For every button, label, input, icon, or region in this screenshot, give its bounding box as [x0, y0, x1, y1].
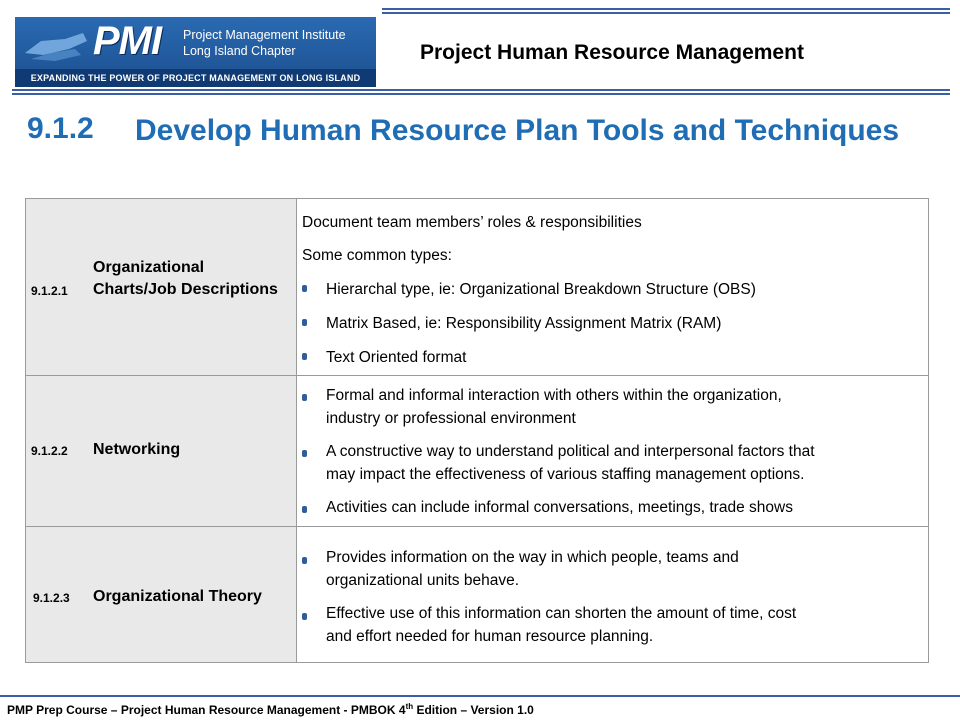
bullet-text: Effective use of this information can shorten the amount of time, cost: [326, 605, 797, 622]
logo-tagline: EXPANDING THE POWER OF PROJECT MANAGEMENT ON LONG ISLAND: [15, 69, 376, 87]
table-row: [25, 198, 929, 376]
bullet-icon: [302, 353, 307, 360]
bullet-text: and effort needed for human resource planning.: [326, 628, 654, 645]
title-rule-top: [12, 89, 950, 91]
bullet-text: Formal and informal interaction with others within the organization,: [326, 387, 782, 404]
bullet-text: Matrix Based, ie: Responsibility Assignment Matrix (RAM): [326, 315, 722, 332]
header-title: Project Human Resource Management: [420, 41, 804, 64]
bullet-icon: [302, 613, 307, 620]
table-row: [25, 375, 929, 527]
bullet-icon: [302, 450, 307, 457]
table-row: [25, 526, 929, 663]
row-content-cell: [297, 527, 928, 662]
header-rule-bottom: [382, 12, 950, 14]
footer-text-end: Edition – Version 1.0: [413, 703, 534, 717]
row-number: 9.1.2.3: [33, 591, 70, 605]
row-name: Networking: [93, 441, 181, 458]
slide-section-number: 9.1.2: [27, 112, 94, 145]
pmi-logo: [15, 17, 376, 87]
row-number: 9.1.2.2: [31, 444, 68, 458]
bullet-icon: [302, 394, 307, 401]
footer-rule: [0, 695, 960, 697]
header-rule-top: [382, 8, 950, 10]
row-name: Organizational Theory: [93, 588, 262, 605]
row-intro-text: Some common types:: [302, 247, 452, 264]
bullet-icon: [302, 319, 307, 326]
footer-text: [7, 702, 534, 717]
bullet-text: Hierarchal type, ie: Organizational Breakdown Structure (OBS): [326, 281, 756, 298]
title-rule-bottom: [12, 93, 950, 95]
logo-org-name: Project Management Institute: [183, 28, 346, 42]
bullet-text: A constructive way to understand political and interpersonal factors that: [326, 443, 815, 460]
bullet-text: may impact the effectiveness of various staffing management options.: [326, 466, 805, 483]
bullet-text: Provides information on the way in which people, teams and: [326, 549, 739, 566]
logo-chapter-name: Long Island Chapter: [183, 44, 296, 58]
long-island-map-icon: [21, 19, 91, 65]
bullet-text: Text Oriented format: [326, 349, 467, 366]
pmi-logo-mark: PMI: [93, 19, 162, 63]
bullet-icon: [302, 557, 307, 564]
row-label-cell: [26, 376, 297, 526]
row-number: 9.1.2.1: [31, 284, 68, 298]
slide-title: Develop Human Resource Plan Tools and Techniques: [135, 114, 900, 147]
bullet-icon: [302, 506, 307, 513]
row-label-cell: [26, 199, 297, 375]
row-content-cell: [297, 376, 928, 526]
footer-superscript: th: [405, 702, 414, 711]
bullet-text: Activities can include informal conversations, meetings, trade shows: [326, 499, 793, 516]
bullet-text: industry or professional environment: [326, 410, 576, 427]
footer-text-main: PMP Prep Course – Project Human Resource Management - PMBOK 4: [7, 703, 406, 717]
row-intro-text: Document team members’ roles & responsibilities: [302, 214, 642, 231]
row-name: Organizational Charts/Job Descriptions: [93, 259, 278, 298]
row-label-cell: [26, 527, 297, 662]
row-content-cell: [297, 199, 928, 375]
bullet-text: organizational units behave.: [326, 572, 520, 589]
bullet-icon: [302, 285, 307, 292]
